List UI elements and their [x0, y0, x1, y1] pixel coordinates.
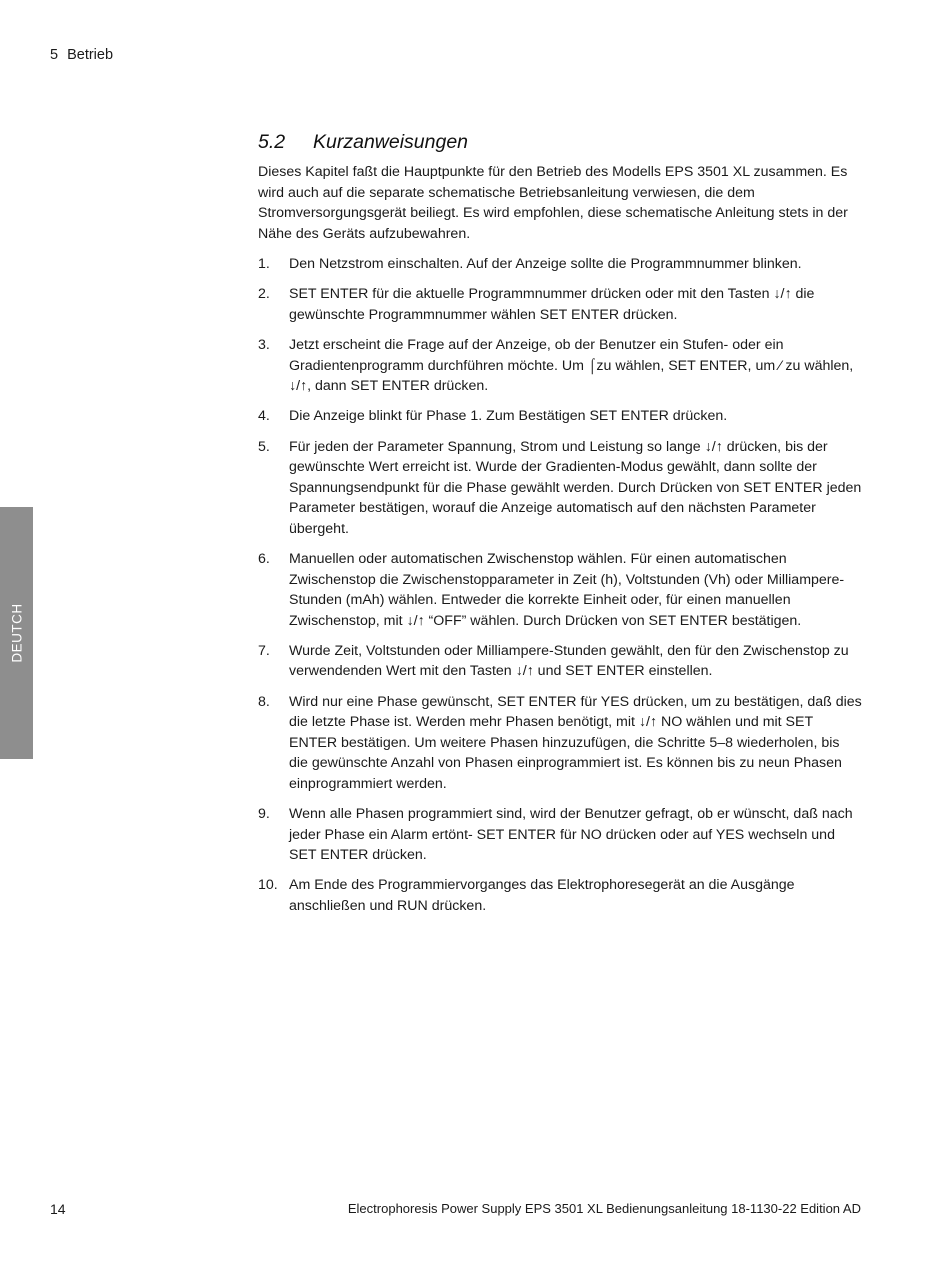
step-number: 9. [258, 806, 270, 823]
step-number: 1. [258, 256, 270, 273]
step-text: Den Netzstrom einschalten. Auf der Anzeige sollte die Programmnummer blinken. [289, 256, 802, 273]
list-item [258, 335, 862, 397]
list-item [258, 284, 862, 325]
section-heading [258, 131, 862, 154]
step-number: 10. [258, 877, 278, 894]
list-item [258, 875, 862, 916]
step-number: 7. [258, 642, 270, 659]
step-text: Wenn alle Phasen programmiert sind, wird der Benutzer gefragt, ob er wünscht, daß nach jeder Phase ein Alarm ertönt- SET ENTER für NO drücken oder auf YES wechseln und SET ENTER drücken. [289, 806, 853, 864]
chapter-title: Betrieb [67, 47, 114, 63]
step-text: Wurde Zeit, Voltstunden oder Milliampere-Stunden gewählt, den für den Zwischenstop zu verwendenden Wert mit den Tasten ↓/↑ und SET ENTER einstellen. [289, 642, 849, 680]
intro-paragraph: Dieses Kapitel faßt die Hauptpunkte für den Betrieb des Modells EPS 3501 XL zusammen. Es wird auch auf die separate schematische Betriebsanleitung verwiesen, die dem Stromversorgungsgerät beiliegt. Es wird empfohlen, diese schematische Anleitung stets in der Nähe des Geräts aufzubewahren. [258, 164, 848, 242]
page-number: 14 [50, 1201, 66, 1217]
list-item [258, 549, 862, 631]
list-item [258, 254, 862, 275]
step-number: 6. [258, 551, 270, 567]
step-text: Am Ende des Programmiervorganges das Elektrophoresegerät an die Ausgänge anschließen und RUN drücken. [289, 877, 795, 914]
step-number: 8. [258, 693, 270, 710]
step-text: Für jeden der Parameter Spannung, Strom und Leistung so lange ↓/↑ drücken, bis der gewünschte Wert erreicht ist. Wurde der Gradienten-Modus gewählt, dann sollte der Spannungsendpunkt für die Phase gewählt werden. Durch Drücken von SET ENTER jeden Parameter bestätigen, worauf die Anzeige automatisch auf den nächsten Parameter übergeht. [289, 438, 862, 537]
main-content [258, 131, 862, 926]
step-text: SET ENTER für die aktuelle Programmnummer drücken oder mit den Tasten ↓/↑ die gewünschte Programmnummer wählen SET ENTER drücken. [289, 286, 815, 324]
section-title: Kurzanweisungen [313, 131, 469, 153]
step-number: 2. [258, 286, 270, 303]
list-item [258, 437, 862, 540]
list-item [258, 641, 862, 682]
section-number: 5.2 [258, 131, 286, 153]
step-text: Die Anzeige blinkt für Phase 1. Zum Bestätigen SET ENTER drücken. [289, 408, 728, 425]
chapter-number: 5 [50, 47, 59, 63]
step-text: Manuellen oder automatischen Zwischenstop wählen. Für einen automatischen Zwischenstop die Zwischenstopparameter in Zeit (h), Voltstunden (Vh) oder Milliampere-Stunden (mAh) wählen. Entweder die korrekte Einheit oder, für einen manuellen Zwischenstop, mit ↓/↑ “OFF” wählen. Durch Drücken von SET ENTER bestätigen. [289, 551, 845, 629]
list-item [258, 406, 862, 427]
running-header [50, 47, 113, 63]
list-item [258, 804, 862, 866]
step-number: 4. [258, 408, 270, 425]
step-text: Jetzt erscheint die Frage auf der Anzeige, ob der Benutzer ein Stufen- oder ein Gradientenprogramm durchführen möchte. Um ⌠zu wählen, SET ENTER, um ⁄ zu wählen, ↓/↑, dann SET ENTER drücken. [289, 337, 854, 395]
step-number: 3. [258, 337, 270, 354]
step-number: 5. [258, 438, 270, 455]
language-side-tab [0, 507, 33, 759]
step-text: Wird nur eine Phase gewünscht, SET ENTER für YES drücken, um zu bestätigen, daß dies die letzte Phase ist. Werden mehr Phasen benötigt, mit ↓/↑ NO wählen und mit SET ENTER bestätigen. Um weitere Phasen hinzuzufügen, die Schritte 5–8 wiederholen, bis die gewünschte Anzahl von Phasen einprogrammiert ist. Es können bis zu neun Phasen einprogrammiert werden. [289, 693, 862, 792]
list-item [258, 692, 862, 795]
footer-document-title: Electrophoresis Power Supply EPS 3501 XL Bedienungsanleitung 18-1130-22 Edition AD [347, 1201, 861, 1216]
side-tab-label: DEUTCH [9, 603, 24, 663]
instruction-list [258, 254, 862, 916]
